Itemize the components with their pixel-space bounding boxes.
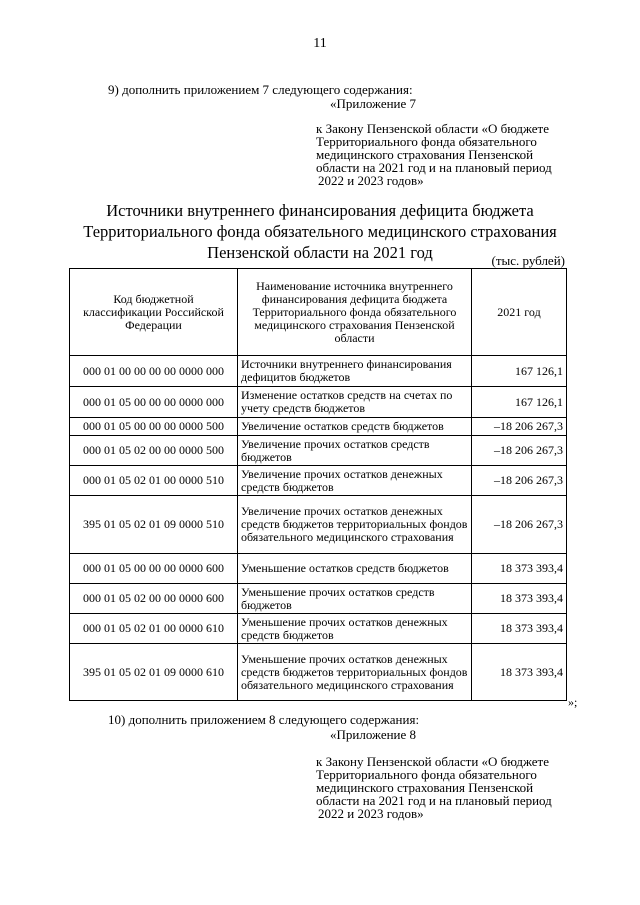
heading-line: Пензенской области на 2021 год (207, 243, 433, 262)
table-row (70, 496, 567, 554)
table-row (70, 644, 567, 701)
appendix-ref-line: 2022 и 2023 годов» (318, 173, 424, 188)
heading-line: Источники внутреннего финансирования дефицита бюджета (106, 201, 534, 220)
row-name: Увеличение прочих остатков денежных средств бюджетов (238, 466, 472, 496)
appendix-ref-line: Территориального фонда обязательного (316, 134, 537, 149)
row-value: –18 206 267,3 (472, 466, 567, 496)
table-row (70, 387, 567, 418)
row-value: 167 126,1 (472, 387, 567, 418)
header-code: Код бюджетной классификации Российской Федерации (70, 269, 238, 356)
item-9-text: 9) дополнить приложением 7 следующего содержания: (108, 82, 413, 97)
row-code: 395 01 05 02 01 09 0000 510 (70, 496, 238, 554)
row-code: 000 01 00 00 00 00 0000 000 (70, 356, 238, 387)
row-name: Увеличение остатков средств бюджетов (238, 418, 472, 436)
appendix-ref-line: области на 2021 год и на плановый период (316, 793, 552, 808)
row-code: 000 01 05 02 01 00 0000 610 (70, 614, 238, 644)
row-code: 000 01 05 00 00 00 0000 000 (70, 387, 238, 418)
row-value: 18 373 393,4 (472, 584, 567, 614)
row-code: 000 01 05 02 00 00 0000 600 (70, 584, 238, 614)
row-name: Уменьшение прочих остатков денежных средств бюджетов территориальных фондов обязательного медицинского страхования (238, 644, 472, 701)
row-value: –18 206 267,3 (472, 436, 567, 466)
appendix-ref-line: к Закону Пензенской области «О бюджете (316, 121, 549, 136)
appendix-ref-line: области на 2021 год и на плановый период (316, 160, 552, 175)
row-name: Увеличение прочих остатков денежных средств бюджетов территориальных фондов обязательного медицинского страхования (238, 496, 472, 554)
row-value: 18 373 393,4 (472, 644, 567, 701)
closing-quote-mark: »; (568, 695, 578, 709)
appendix-ref-line: медицинского страхования Пензенской (316, 780, 534, 795)
page-number: 11 (313, 36, 327, 51)
table-row (70, 356, 567, 387)
appendix-ref-line: Территориального фонда обязательного (316, 767, 537, 782)
sources-table (69, 268, 567, 701)
row-code: 000 01 05 00 00 00 0000 600 (70, 554, 238, 584)
row-code: 000 01 05 00 00 00 0000 500 (70, 418, 238, 436)
row-name: Изменение остатков средств на счетах по учету средств бюджетов (238, 387, 472, 418)
row-value: –18 206 267,3 (472, 496, 567, 554)
row-code: 000 01 05 02 01 00 0000 510 (70, 466, 238, 496)
appendix-ref-line: к Закону Пензенской области «О бюджете (316, 754, 549, 769)
item-9-appendix-title: «Приложение 7 (330, 96, 417, 111)
table-row (70, 466, 567, 496)
item-10-appendix-reference (316, 755, 552, 820)
row-value: 18 373 393,4 (472, 554, 567, 584)
row-code: 000 01 05 02 00 00 0000 500 (70, 436, 238, 466)
row-name: Уменьшение прочих остатков денежных средств бюджетов (238, 614, 472, 644)
row-code: 395 01 05 02 01 09 0000 610 (70, 644, 238, 701)
header-name: Наименование источника внутреннего финансирования дефицита бюджета Территориального фонда обязательного медицинского страхования Пензенской области (238, 269, 472, 356)
table-row (70, 436, 567, 466)
row-name: Увеличение прочих остатков средств бюджетов (238, 436, 472, 466)
appendix-ref-line: медицинского страхования Пензенской (316, 147, 534, 162)
row-name: Уменьшение прочих остатков средств бюджетов (238, 584, 472, 614)
row-name: Источники внутреннего финансирования дефицитов бюджетов (238, 356, 472, 387)
header-year: 2021 год (472, 269, 567, 356)
row-value: –18 206 267,3 (472, 418, 567, 436)
units-label: (тыс. рублей) (491, 253, 565, 268)
heading-line: Территориального фонда обязательного медицинского страхования (83, 222, 557, 241)
table-row (70, 614, 567, 644)
row-value: 18 373 393,4 (472, 614, 567, 644)
appendix-ref-line: 2022 и 2023 годов» (318, 806, 424, 821)
table-row (70, 554, 567, 584)
table-row (70, 418, 567, 436)
row-value: 167 126,1 (472, 356, 567, 387)
row-name: Уменьшение остатков средств бюджетов (238, 554, 472, 584)
item-10-text: 10) дополнить приложением 8 следующего содержания: (108, 712, 420, 727)
item-10-appendix-title: «Приложение 8 (330, 727, 417, 742)
item-9-appendix-reference (316, 122, 552, 187)
table-row (70, 584, 567, 614)
